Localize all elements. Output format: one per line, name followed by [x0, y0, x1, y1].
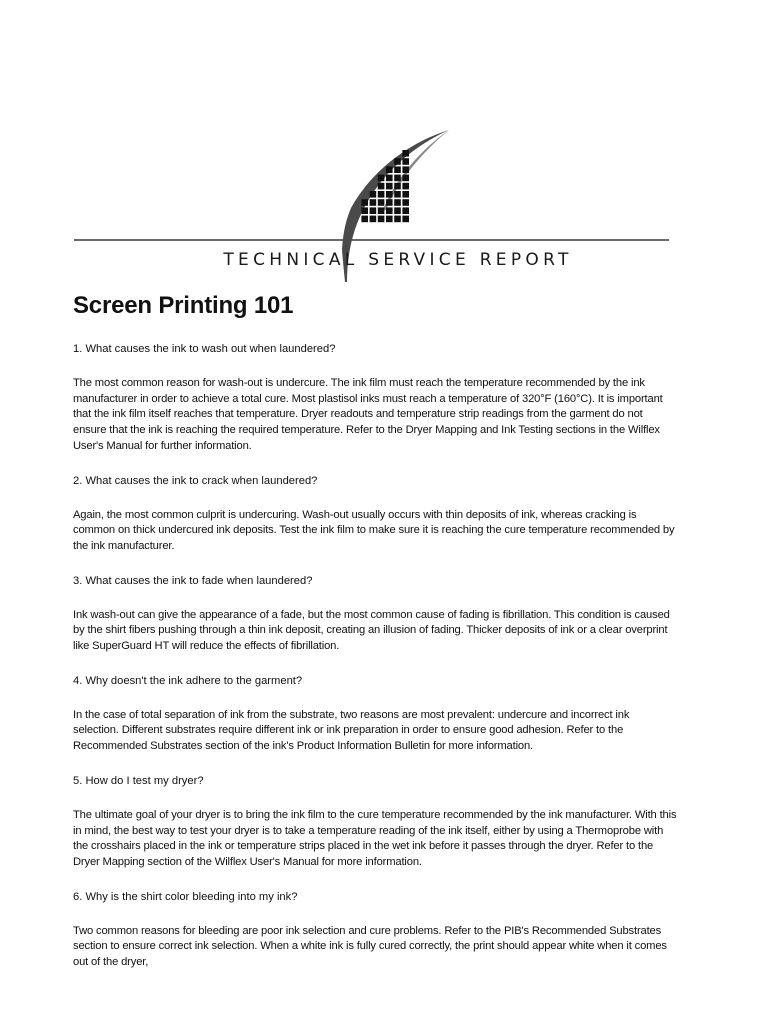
report-header [0, 0, 768, 290]
company-logo-icon [0, 0, 768, 290]
qa-section-4 [73, 674, 677, 755]
qa-section-2 [73, 474, 677, 555]
logo-grid-square [386, 216, 393, 223]
question-text: 3. What causes the ink to fade when laundered? [73, 574, 313, 587]
qa-section-5 [73, 774, 677, 871]
logo-grid-square [386, 199, 393, 206]
logo-grid-square [402, 183, 409, 190]
logo-grid-square [370, 199, 377, 206]
answer-text: Two common reasons for bleeding are poor ink selection and cure problems. Refer to the PIB's Recommended Substrates section to ensure correct ink selection. When a white ink is fully cured correctly, the print should appear white when it comes out of the dryer, [73, 924, 667, 969]
qa-section-6 [73, 890, 677, 971]
question-text: 5. How do I test my dryer? [73, 774, 204, 787]
question-text: 6. Why is the shirt color bleeding into my ink? [73, 890, 298, 903]
logo-grid-square [402, 199, 409, 206]
logo-grid-square [402, 207, 409, 214]
logo-grid-square [386, 191, 393, 198]
answer-text: In the case of total separation of ink from the substrate, two reasons are most prevalent: undercure and incorrect ink selection. Different substrates require different ink or ink preparation in order to ensure good adhesion. Refer to the Recommended Substrates section of the ink's Product Information Bulletin for more information. [73, 708, 630, 753]
logo-grid-square [386, 166, 393, 173]
question-text: 2. What causes the ink to crack when laundered? [73, 474, 318, 487]
question-text: 1. What causes the ink to wash out when laundered? [73, 343, 336, 355]
logo-grid-square [370, 216, 377, 223]
logo-grid-square [402, 175, 409, 182]
logo-grid-square [394, 166, 401, 173]
logo-grid-square [361, 216, 368, 223]
logo-grid-square [378, 183, 385, 190]
logo-grid-square [361, 199, 368, 206]
answer-text: The ultimate goal of your dryer is to bring the ink film to the cure temperature recommended by the ink manufacturer. With this in mind, the best way to test your dryer is to take a temperature reading of the ink itself, either by using a Thermoprobe with the crosshairs placed in the ink or temperature strips placed in the wet ink before it passes through the dryer. Refer to the Dryer Mapping section of the Wilflex User's Manual for more information. [73, 808, 677, 868]
logo-grid-square [402, 216, 409, 223]
answer-text: Again, the most common culprit is undercuring. Wash-out usually occurs with thin deposits of ink, whereas cracking is common on thick undercured ink deposits. Test the ink film to make sure it is reaching the cure temperature recommended by the ink manufacturer. [73, 508, 675, 552]
report-title: TECHNICAL SERVICE REPORT [223, 250, 573, 270]
logo-grid-square [378, 175, 385, 182]
logo-grid-square [402, 150, 409, 157]
logo-grid-square [378, 191, 385, 198]
logo-grid-square [394, 207, 401, 214]
logo-grid-square [370, 191, 377, 198]
qa-section-1 [73, 342, 677, 455]
answer-text: The most common reason for wash-out is undercure. The ink film must reach the temperature recommended by the ink manufacturer in order to achieve a total cure. Most plastisol inks must reach a temperature of 320°F (160°C). It is important that the ink film itself reaches that temperature. Dryer readouts and temperature strip readings from the garment do not ensure that the ink is reaching the required temperature. Refer to the Dryer Mapping and Ink Testing sections in the Wilflex User's Manual for further information. [73, 377, 663, 452]
logo-grid-square [402, 158, 409, 165]
logo-grid-square [386, 207, 393, 214]
logo-grid-square [394, 199, 401, 206]
page-title: Screen Printing 101 [73, 292, 294, 319]
logo-grid-square [378, 216, 385, 223]
logo-grid-square [378, 207, 385, 214]
logo-grid-square [394, 216, 401, 223]
qa-section-3 [73, 574, 677, 655]
logo-grid-square [402, 166, 409, 173]
logo-grid-square [394, 183, 401, 190]
logo-grid-square [394, 191, 401, 198]
logo-grid-square [370, 207, 377, 214]
logo-grid-square [361, 207, 368, 214]
logo-grid-square [386, 175, 393, 182]
document-body [73, 292, 677, 990]
logo-grid-square [386, 183, 393, 190]
logo-grid-square [394, 158, 401, 165]
logo-grid-square [402, 191, 409, 198]
answer-text: Ink wash-out can give the appearance of a fade, but the most common cause of fading is fibrillation. This condition is caused by the shirt fibers pushing through a thin ink deposit, creating an illusion of fading. Thicker deposits of ink or a clear overprint like SuperGuard HT will reduce the effects of fibrillation. [73, 608, 670, 653]
logo-grid-square [378, 199, 385, 206]
question-text: 4. Why doesn't the ink adhere to the garment? [73, 674, 303, 687]
logo-grid-square [394, 175, 401, 182]
